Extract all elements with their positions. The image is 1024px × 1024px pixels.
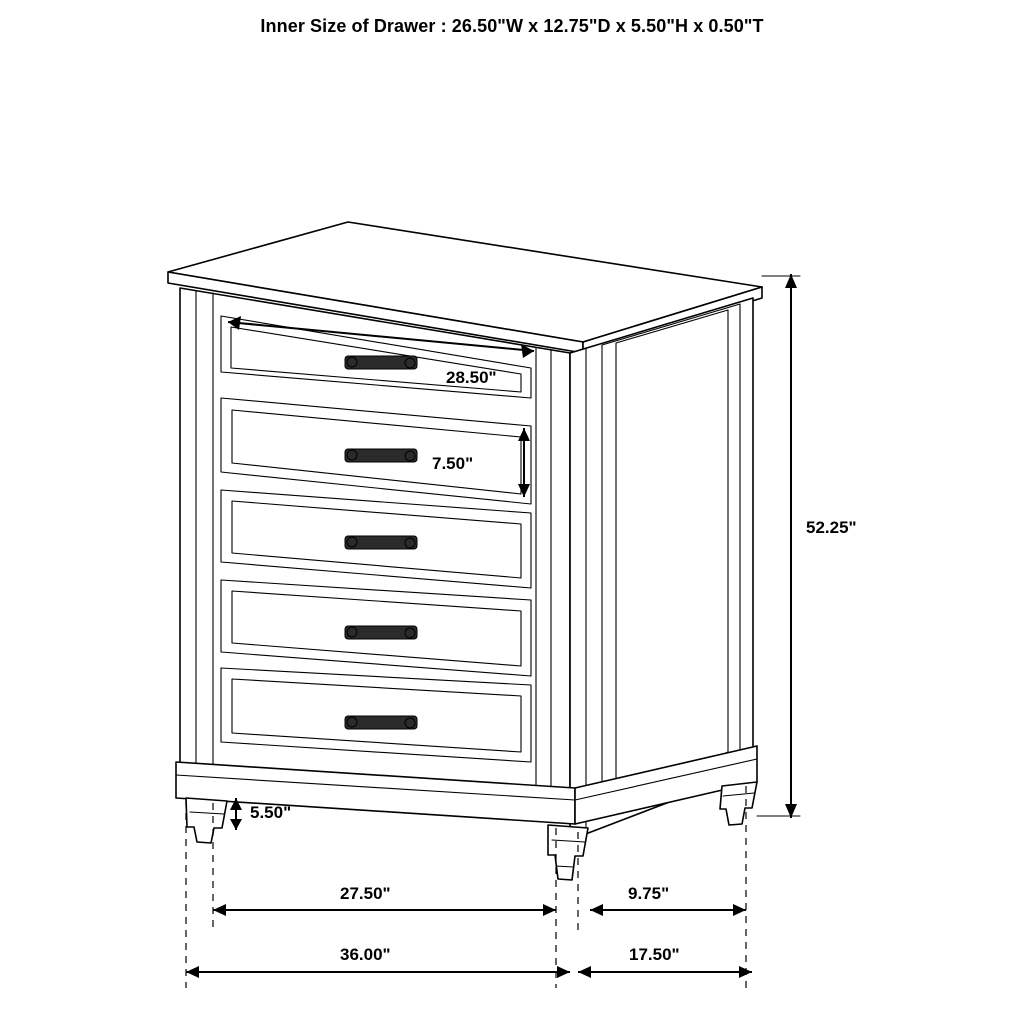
drawer-handle-4-right-post [405,628,415,638]
label-drawer-width: 28.50" [446,368,497,387]
drawer-handle-1-left-post [347,357,357,367]
leg-front-left [186,798,227,843]
drawer-handle-5-right-post [405,718,415,728]
drawer-handle-2-right-post [405,451,415,461]
drawer-handle-1-right-post [405,358,415,368]
dimension-side-inner [590,904,746,916]
page-title: Inner Size of Drawer : 26.50"W x 12.75"D x 5.50"H x 0.50"T [260,16,764,36]
leg-front-right [548,825,588,880]
label-total-height: 52.25" [806,518,857,537]
dimension-total-height [757,274,800,818]
drawer-handle-3-right-post [405,538,415,548]
label-total-width: 36.00" [340,945,391,964]
label-total-depth: 17.50" [629,945,680,964]
chest-body [168,222,762,880]
drawer-handle-2-left-post [347,450,357,460]
label-front-inner: 27.50" [340,884,391,903]
dimension-front-inner [213,904,556,916]
dimension-total-width [186,966,570,978]
label-side-inner: 9.75" [628,884,670,903]
label-drawer-height: 7.50" [432,454,474,473]
dimension-total-depth [578,966,752,978]
drawer-handle-5-left-post [347,717,357,727]
drawer-handle-4-left-post [347,627,357,637]
leg-back-right [720,782,757,825]
drawer-handle-3-left-post [347,537,357,547]
label-leg-height: 5.50" [250,803,292,822]
